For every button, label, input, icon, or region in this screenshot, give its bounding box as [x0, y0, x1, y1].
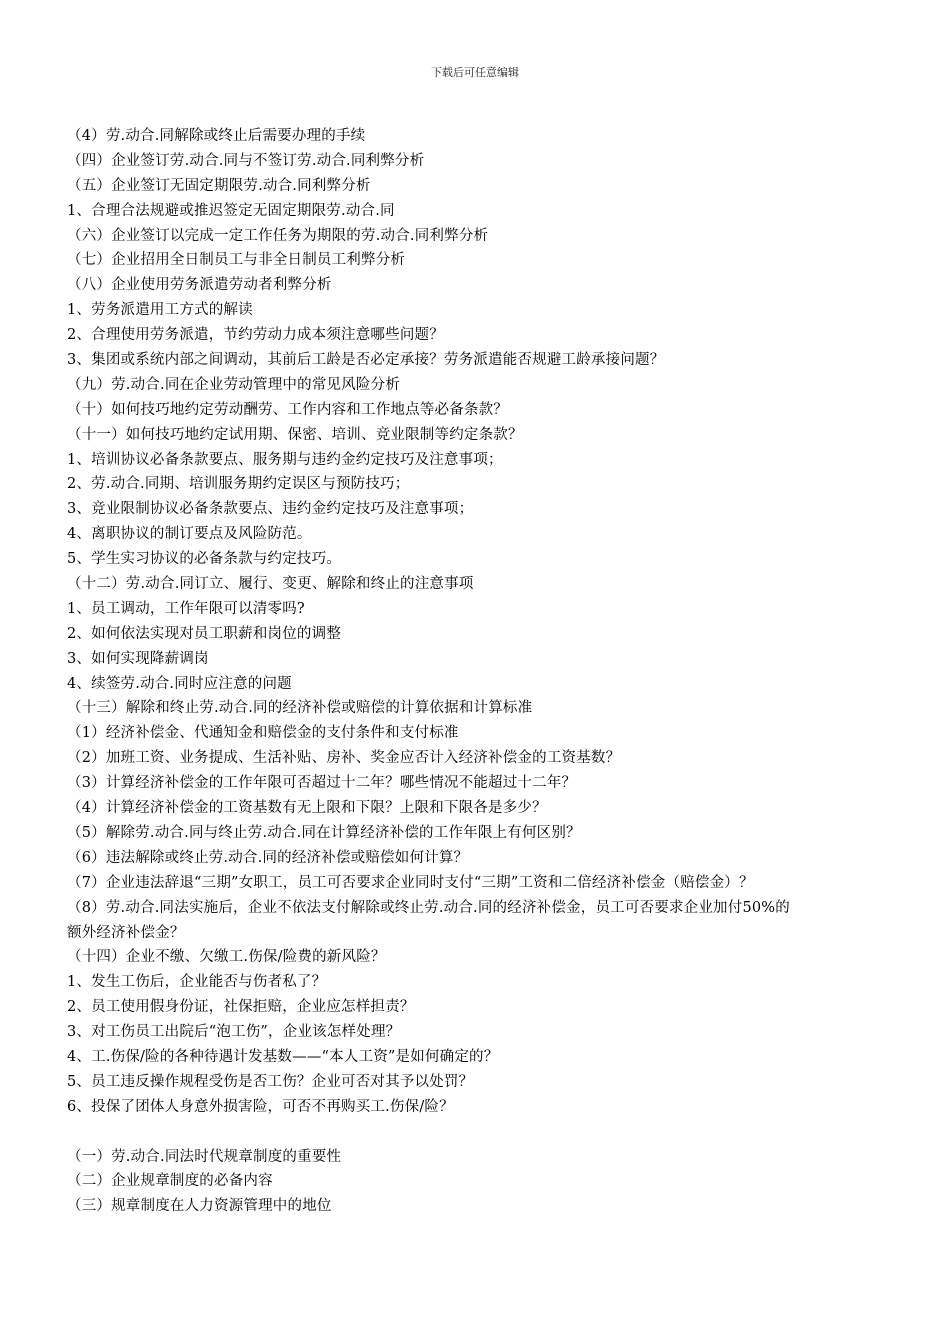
text-line: （三）规章制度在人力资源管理中的地位 [67, 1198, 332, 1215]
text-line: 2、劳.动合.同期、培训服务期约定误区与预防技巧； [67, 476, 410, 493]
text-line: 4、离职协议的制订要点及风险防范。 [67, 526, 312, 543]
text-line: 2、合理使用劳务派遣，节约劳动力成本须注意哪些问题？ [67, 327, 444, 344]
text-line: 额外经济补偿金？ [67, 924, 185, 941]
text-line: （十一）如何技巧地约定试用期、保密、培训、竞业限制等约定条款？ [67, 426, 523, 443]
text-line: （七）企业招用全日制员工与非全日制员工利弊分析 [67, 252, 406, 269]
text-line: （5）解除劳.动合.同与终止劳.动合.同在计算经济补偿的工作年限上有何区别？ [67, 824, 581, 841]
text-line: 5、学生实习协议的必备条款与约定技巧。 [67, 551, 342, 568]
text-line: 1、员工调动，工作年限可以清零吗? [67, 600, 305, 617]
text-line: 1、培训协议必备条款要点、服务期与违约金约定技巧及注意事项； [67, 451, 503, 468]
text-line: （一）劳.动合.同法时代规章制度的重要性 [67, 1148, 342, 1165]
text-line: （6）违法解除或终止劳.动合.同的经济补偿或赔偿如何计算？ [67, 849, 469, 866]
text-line: （二）企业规章制度的必备内容 [67, 1173, 273, 1190]
text-line: 4、续签劳.动合.同时应注意的问题 [67, 675, 292, 692]
document-body [67, 124, 892, 1219]
text-line: 3、集团或系统内部之间调动，其前后工龄是否必定承接？劳务派遣能否规避工龄承接问题？ [67, 352, 665, 369]
text-line: 1、合理合法规避或推迟签定无固定期限劳.动合.同 [67, 202, 395, 219]
text-line: （4）劳.动合.同解除或终止后需要办理的手续 [67, 128, 366, 144]
text-line: （2）加班工资、业务提成、生活补贴、房补、奖金应否计入经济补偿金的工资基数？ [67, 750, 621, 767]
text-line: （3）计算经济补偿金的工作年限可否超过十二年？哪些情况不能超过十二年？ [67, 775, 577, 792]
text-line: 1、劳务派遣用工方式的解读 [67, 302, 253, 319]
text-line: （十二）劳.动合.同订立、履行、变更、解除和终止的注意事项 [67, 576, 474, 593]
text-line: （十）如何技巧地约定劳动酬劳、工作内容和工作地点等必备条款？ [67, 401, 508, 418]
text-line: 3、如何实现降薪调岗 [67, 650, 209, 667]
text-line: 2、员工使用假身份证，社保拒赔，企业应怎样担责？ [67, 999, 415, 1016]
text-line: （1）经济补偿金、代通知金和赔偿金的支付条件和支付标准 [67, 725, 459, 742]
blank-line [67, 1120, 892, 1145]
text-line: （4）计算经济补偿金的工资基数有无上限和下限？上限和下限各是多少？ [67, 800, 547, 817]
text-line: （十四）企业不缴、欠缴工.伤保/险费的新风险？ [67, 949, 386, 966]
text-line: 2、如何依法实现对员工职薪和岗位的调整 [67, 625, 342, 642]
page-header: 下载后可任意编辑 [431, 66, 519, 79]
text-line: （五）企业签订无固定期限劳.动合.同利弊分析 [67, 177, 371, 194]
text-line: 6、投保了团体人身意外损害险，可否不再购买工.伤保/险？ [67, 1098, 454, 1115]
text-line: （四）企业签订劳.动合.同与不签订劳.动合.同利弊分析 [67, 152, 425, 169]
text-line: 3、竞业限制协议必备条款要点、违约金约定技巧及注意事项； [67, 501, 474, 518]
text-line: （十三）解除和终止劳.动合.同的经济补偿或赔偿的计算依据和计算标准 [67, 700, 533, 717]
text-line: 3、对工伤员工出院后“泡工伤”，企业该怎样处理？ [67, 1024, 401, 1041]
text-line: 1、发生工伤后，企业能否与伤者私了？ [67, 974, 327, 991]
text-line: （九）劳.动合.同在企业劳动管理中的常见风险分析 [67, 376, 401, 393]
text-line: （8）劳.动合.同法实施后，企业不依法支付解除或终止劳.动合.同的经济补偿金，员工可否要求企业加付50%的 [67, 899, 790, 916]
text-line: 5、员工违反操作规程受伤是否工伤？企业可否对其予以处罚？ [67, 1073, 474, 1090]
text-line: （7）企业违法辞退“三期”女职工，员工可否要求企业同时支付“三期”工资和二倍经济补偿金（赔偿金）？ [67, 874, 754, 891]
text-line: 4、工.伤保/险的各种待遇计发基数——“本人工资”是如何确定的？ [67, 1048, 499, 1065]
text-line: （六）企业签订以完成一定工作任务为期限的劳.动合.同利弊分析 [67, 227, 489, 244]
text-line: （八）企业使用劳务派遣劳动者利弊分析 [67, 277, 332, 294]
